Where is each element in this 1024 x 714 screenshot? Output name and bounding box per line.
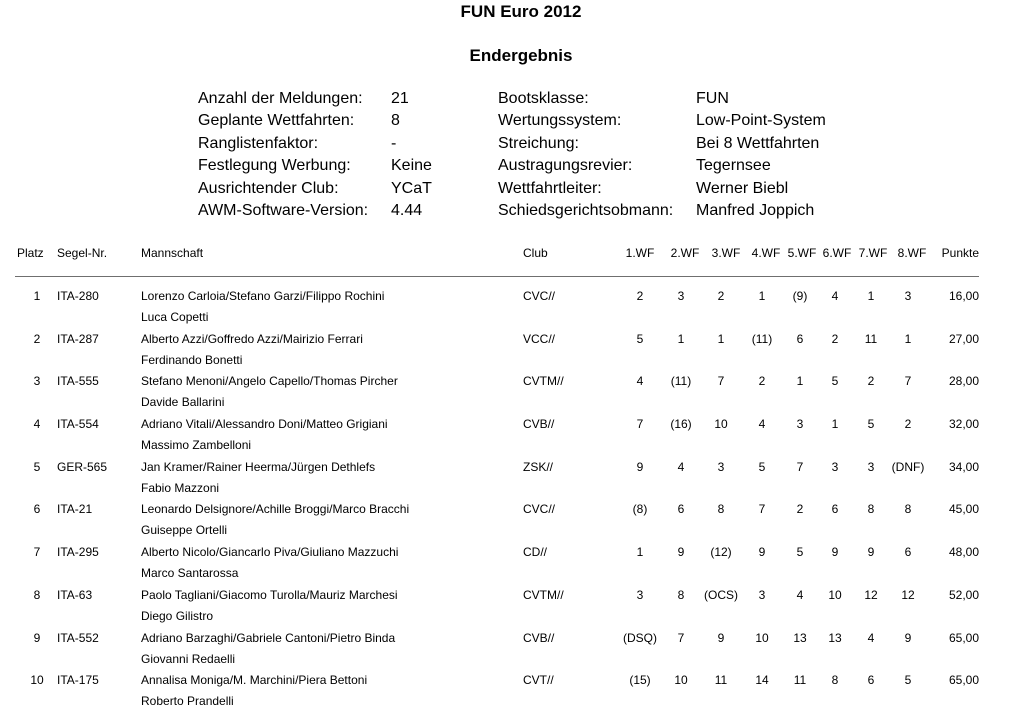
info-value: Werner Biebl — [696, 179, 789, 197]
info-label: Bootsklasse: — [498, 90, 589, 107]
wf-3-cell: 10 — [714, 417, 728, 432]
wf-7-cell: 8 — [867, 502, 875, 517]
header-club: Club — [523, 246, 548, 260]
crew-line-2: Luca Copetti — [141, 310, 209, 324]
wf-1-cell: (8) — [632, 502, 648, 517]
segel-nr-cell: ITA-554 — [57, 417, 99, 432]
wf-7-cell: 6 — [867, 673, 875, 688]
platz-cell: 5 — [33, 459, 41, 474]
crew-line-1: Jan Kramer/Rainer Heerma/Jürgen Dethlefs — [141, 459, 376, 474]
platz-cell: 8 — [33, 587, 41, 602]
header-wf-8: 8.WF — [897, 246, 927, 260]
wf-2-cell: 7 — [677, 630, 685, 645]
wf-2-cell: 1 — [677, 331, 685, 346]
crew-line-2: Roberto Prandelli — [141, 694, 234, 709]
wf-5-cell: 5 — [796, 545, 804, 560]
info-value: Bei 8 Wettfahrten — [696, 134, 820, 152]
wf-5-cell: 13 — [793, 630, 807, 645]
table-row — [0, 330, 1024, 373]
info-value: Keine — [391, 157, 432, 175]
wf-7-cell: 1 — [867, 289, 875, 303]
document-title: FUN Euro 2012 — [460, 2, 582, 21]
table-row — [0, 287, 1024, 330]
wf-6-cell: 4 — [831, 289, 839, 303]
info-value: FUN — [696, 90, 729, 107]
wf-8-cell: 3 — [904, 289, 912, 303]
wf-3-cell: 9 — [717, 630, 725, 645]
wf-6-cell: 9 — [831, 545, 839, 560]
header-wf-1: 1.WF — [625, 246, 655, 260]
wf-1-cell: 7 — [636, 417, 644, 432]
results-table — [0, 287, 1024, 714]
wf-5-cell: 4 — [796, 587, 804, 602]
wf-5-cell: 1 — [796, 374, 804, 389]
wf-4-cell: 4 — [758, 417, 766, 432]
platz-cell: 6 — [33, 502, 41, 517]
wf-5-cell: 11 — [793, 673, 807, 688]
header-wf-3: 3.WF — [711, 246, 741, 260]
club-cell: CVB// — [523, 630, 555, 645]
punkte-cell: 52,00 — [948, 587, 979, 602]
crew-line-2: Massimo Zambelloni — [141, 438, 252, 453]
wf-6-cell: 8 — [831, 673, 839, 688]
info-label: AWM-Software-Version: — [198, 201, 369, 219]
crew-line-2: Diego Gilistro — [141, 608, 214, 623]
wf-5-cell: 2 — [796, 502, 804, 517]
header-platz: Platz — [17, 246, 44, 260]
header-wf-6: 6.WF — [822, 246, 852, 260]
wf-6-cell: 1 — [831, 417, 839, 432]
club-cell: ZSK// — [523, 459, 554, 474]
crew-line-2: Guiseppe Ortelli — [141, 523, 228, 538]
document-subtitle: Endergebnis — [469, 46, 573, 65]
wf-5-cell: 6 — [796, 331, 804, 346]
wf-4-cell: 9 — [758, 545, 766, 560]
info-value: 21 — [391, 90, 409, 107]
segel-nr-cell: ITA-63 — [57, 587, 93, 602]
segel-nr-cell: ITA-555 — [57, 374, 99, 389]
info-value: YCaT — [391, 179, 432, 197]
header-wf-5: 5.WF — [787, 246, 817, 260]
segel-nr-cell: ITA-295 — [57, 545, 99, 560]
crew-line-1: Leonardo Delsignore/Achille Broggi/Marco Bracchi — [141, 502, 410, 517]
wf-8-cell: 1 — [904, 331, 912, 346]
wf-7-cell: 9 — [867, 545, 875, 560]
punkte-cell: 45,00 — [948, 502, 979, 517]
club-cell: CVC// — [523, 502, 556, 517]
platz-cell: 7 — [33, 545, 41, 560]
platz-cell: 2 — [33, 331, 41, 346]
segel-nr-cell: ITA-280 — [57, 289, 99, 303]
wf-1-cell: 9 — [636, 459, 644, 474]
crew-line-1: Adriano Barzaghi/Gabriele Cantoni/Pietro Binda — [141, 630, 396, 645]
wf-8-cell: 5 — [904, 673, 912, 688]
header-wf-7: 7.WF — [858, 246, 888, 260]
crew-line-1: Lorenzo Carloia/Stefano Garzi/Filippo Rochini — [141, 289, 385, 303]
info-label: Wertungssystem: — [498, 112, 622, 130]
info-label: Anzahl der Meldungen: — [198, 90, 363, 107]
segel-nr-cell: ITA-21 — [57, 502, 93, 517]
platz-cell: 3 — [33, 374, 41, 389]
crew-line-1: Annalisa Moniga/M. Marchini/Piera Bettoni — [141, 673, 368, 688]
info-value: 8 — [391, 112, 400, 130]
table-row — [0, 415, 1024, 458]
header-wf-2: 2.WF — [670, 246, 700, 260]
wf-8-cell: 7 — [904, 374, 912, 389]
crew-line-1: Alberto Nicolo/Giancarlo Piva/Giuliano Mazzuchi — [141, 545, 399, 560]
wf-2-cell: 6 — [677, 502, 685, 517]
wf-5-cell: (9) — [792, 289, 808, 303]
wf-3-cell: 1 — [717, 331, 725, 346]
info-label: Ranglistenfaktor: — [198, 134, 319, 152]
platz-cell: 4 — [33, 417, 41, 432]
club-cell: CVB// — [523, 417, 555, 432]
crew-line-1: Alberto Azzi/Goffredo Azzi/Mairizio Ferrari — [141, 331, 363, 346]
info-label: Ausrichtender Club: — [198, 179, 339, 197]
info-value: Low-Point-System — [696, 112, 826, 130]
wf-3-cell: 3 — [717, 459, 725, 474]
wf-2-cell: 8 — [677, 587, 685, 602]
wf-6-cell: 2 — [831, 331, 839, 346]
crew-line-2: Davide Ballarini — [141, 395, 225, 410]
wf-3-cell: (OCS) — [704, 587, 738, 602]
wf-2-cell: (16) — [670, 417, 692, 432]
info-value: Manfred Joppich — [696, 201, 815, 219]
wf-7-cell: 3 — [867, 459, 875, 474]
info-label: Festlegung Werbung: — [198, 157, 351, 175]
wf-1-cell: 5 — [636, 331, 644, 346]
wf-7-cell: 2 — [867, 374, 875, 389]
wf-7-cell: 11 — [864, 331, 878, 346]
info-value: - — [391, 134, 397, 152]
crew-line-2: Marco Santarossa — [141, 566, 239, 581]
wf-3-cell: 8 — [717, 502, 725, 517]
table-row — [0, 629, 1024, 672]
punkte-cell: 32,00 — [948, 417, 979, 432]
club-cell: CVTM// — [523, 587, 564, 602]
wf-6-cell: 3 — [831, 459, 839, 474]
table-row — [0, 586, 1024, 629]
header-segel-nr: Segel-Nr. — [57, 246, 108, 260]
wf-2-cell: 9 — [677, 545, 685, 560]
crew-line-1: Stefano Menoni/Angelo Capello/Thomas Pircher — [141, 374, 398, 389]
wf-8-cell: 12 — [901, 587, 915, 602]
wf-1-cell: (15) — [629, 673, 651, 688]
wf-4-cell: 1 — [758, 289, 766, 303]
club-cell: VCC// — [523, 331, 556, 346]
wf-6-cell: 5 — [831, 374, 839, 389]
punkte-cell: 27,00 — [948, 331, 979, 346]
punkte-cell: 34,00 — [948, 459, 979, 474]
wf-2-cell: 3 — [677, 289, 685, 303]
wf-7-cell: 12 — [864, 587, 878, 602]
crew-line-1: Adriano Vitali/Alessandro Doni/Matteo Grigiani — [141, 417, 388, 432]
wf-4-cell: 14 — [755, 673, 769, 688]
club-cell: CVT// — [523, 673, 554, 688]
wf-4-cell: 2 — [758, 374, 766, 389]
club-cell: CVTM// — [523, 374, 564, 389]
info-value: 4.44 — [391, 201, 423, 219]
punkte-cell: 65,00 — [948, 673, 979, 688]
wf-6-cell: 10 — [828, 587, 842, 602]
wf-8-cell: (DNF) — [891, 459, 925, 474]
wf-1-cell: 2 — [636, 289, 644, 303]
info-label: Schiedsgerichtsobmann: — [498, 201, 674, 219]
info-label: Streichung: — [498, 134, 579, 152]
wf-1-cell: (DSQ) — [623, 630, 657, 645]
wf-8-cell: 9 — [904, 630, 912, 645]
segel-nr-cell: GER-565 — [57, 459, 108, 474]
punkte-cell: 16,00 — [948, 289, 979, 303]
wf-6-cell: 13 — [828, 630, 842, 645]
wf-2-cell: (11) — [670, 374, 692, 389]
info-label: Geplante Wettfahrten: — [198, 112, 355, 130]
wf-4-cell: 5 — [758, 459, 766, 474]
wf-6-cell: 6 — [831, 502, 839, 517]
segel-nr-cell: ITA-175 — [57, 673, 99, 688]
platz-cell: 9 — [33, 630, 41, 645]
info-labels-left — [198, 88, 368, 222]
platz-cell: 10 — [30, 673, 44, 688]
punkte-cell: 28,00 — [948, 374, 979, 389]
table-row — [0, 543, 1024, 586]
info-labels-right — [498, 88, 673, 222]
table-row — [0, 372, 1024, 415]
wf-4-cell: (11) — [751, 331, 773, 346]
wf-4-cell: 3 — [758, 587, 766, 602]
info-label: Wettfahrtleiter: — [498, 179, 602, 197]
punkte-cell: 48,00 — [948, 545, 979, 560]
wf-8-cell: 2 — [904, 417, 912, 432]
header-wf-4: 4.WF — [751, 246, 781, 260]
crew-line-2: Giovanni Redaelli — [141, 651, 236, 666]
table-row — [0, 671, 1024, 714]
wf-5-cell: 7 — [796, 459, 804, 474]
club-cell: CVC// — [523, 289, 556, 303]
platz-cell: 1 — [33, 289, 41, 303]
info-values-right — [696, 88, 826, 222]
wf-8-cell: 8 — [904, 502, 912, 517]
wf-8-cell: 6 — [904, 545, 912, 560]
table-row — [0, 458, 1024, 501]
wf-5-cell: 3 — [796, 417, 804, 432]
header-rule — [15, 276, 979, 277]
wf-7-cell: 4 — [867, 630, 875, 645]
punkte-cell: 65,00 — [948, 630, 979, 645]
table-row — [0, 500, 1024, 543]
segel-nr-cell: ITA-552 — [57, 630, 99, 645]
crew-line-2: Fabio Mazzoni — [141, 480, 220, 495]
info-label: Austragungsrevier: — [498, 157, 633, 175]
wf-2-cell: 10 — [674, 673, 688, 688]
wf-4-cell: 7 — [758, 502, 766, 517]
info-value: Tegernsee — [696, 157, 771, 175]
wf-2-cell: 4 — [677, 459, 685, 474]
crew-line-2: Ferdinando Bonetti — [141, 352, 243, 367]
club-cell: CD// — [523, 545, 547, 560]
segel-nr-cell: ITA-287 — [57, 331, 99, 346]
crew-line-1: Paolo Tagliani/Giacomo Turolla/Mauriz Marchesi — [141, 587, 398, 602]
info-values-left — [391, 88, 432, 222]
wf-1-cell: 4 — [636, 374, 644, 389]
wf-1-cell: 1 — [636, 545, 644, 560]
wf-1-cell: 3 — [636, 587, 644, 602]
header-punkte: Punkte — [941, 246, 979, 260]
wf-3-cell: (12) — [710, 545, 732, 560]
wf-4-cell: 10 — [755, 630, 769, 645]
wf-7-cell: 5 — [867, 417, 875, 432]
wf-3-cell: 2 — [717, 289, 725, 303]
wf-3-cell: 7 — [717, 374, 725, 389]
wf-3-cell: 11 — [714, 673, 728, 688]
header-mannschaft: Mannschaft — [141, 246, 204, 260]
